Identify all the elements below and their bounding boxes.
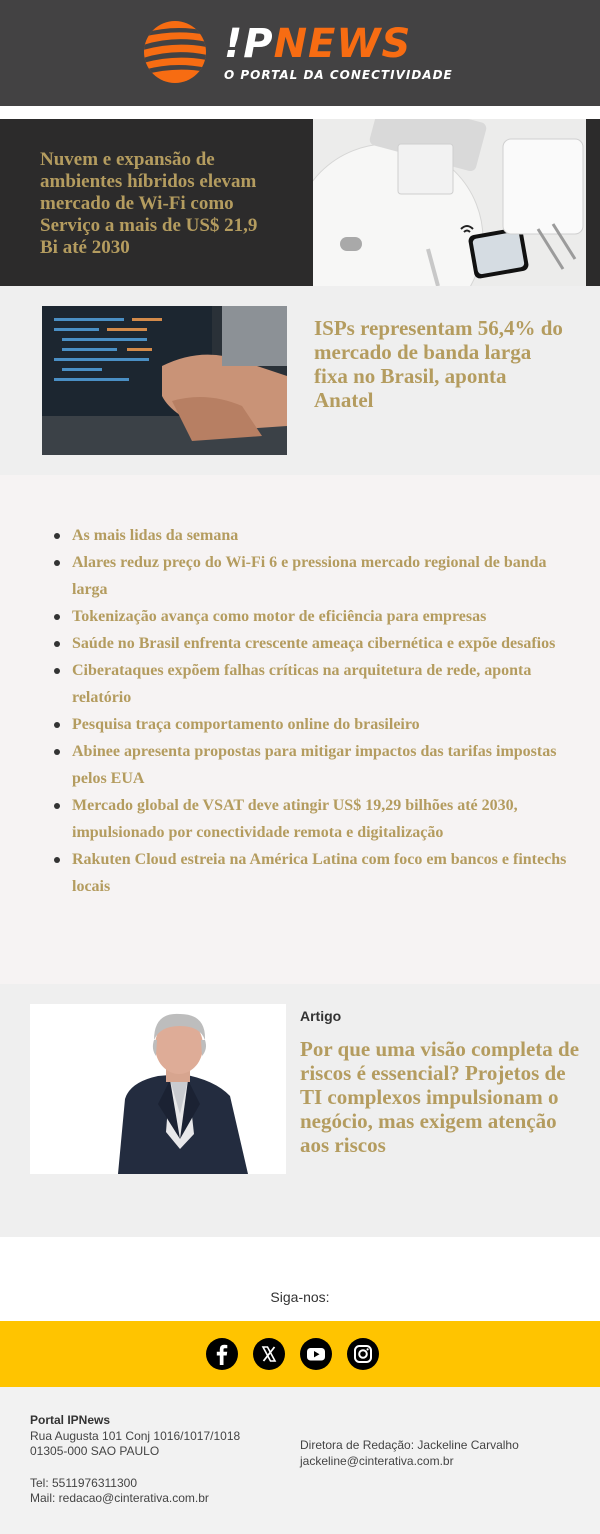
author-photo[interactable] [30,1004,286,1174]
featured-story[interactable] [0,119,600,286]
author-portrait [30,1004,286,1174]
instagram-icon[interactable] [347,1338,379,1370]
facebook-icon[interactable] [206,1338,238,1370]
featured-story-title[interactable]: Nuvem e expansão de ambientes híbridos elevam mercado de Wi-Fi como Serviço a mais de US$ 21,9 Bi até 2030 [40,149,258,258]
list-item[interactable]: Tokenização avança como motor de eficiência para empresas [52,603,572,630]
footer-director-email[interactable]: jackeline@cinterativa.com.br [300,1453,454,1468]
list-item[interactable]: Pesquisa traça comportamento online do brasileiro [52,711,572,738]
youtube-icon[interactable] [300,1338,332,1370]
brand-prefix: !P [224,21,274,67]
footer-address-line: 01305-000 SAO PAULO [30,1444,160,1458]
footer-company-name: Portal IPNews [30,1413,111,1427]
list-item[interactable]: As mais lidas da semana [52,522,572,549]
brand-main: NEWS [273,21,412,67]
footer [0,1387,600,1534]
secondary-story-title[interactable]: ISPs representam 56,4% do mercado de banda larga fixa no Brasil, aponta Anatel [314,316,563,412]
secondary-story[interactable] [0,286,600,475]
list-item[interactable]: Ciberataques expõem falhas críticas na arquitetura de rede, aponta relatório [52,657,572,711]
laptop-photo [42,306,287,455]
footer-director: Diretora de Redação: Jackeline Carvalho [300,1438,519,1452]
globe-logo-icon[interactable] [143,20,207,84]
secondary-story-image[interactable] [42,306,287,455]
footer-email[interactable]: Mail: redacao@cinterativa.com.br [30,1491,209,1505]
footer-editor [300,1438,580,1469]
footer-address-line: Rua Augusta 101 Conj 1016/1017/1018 [30,1428,241,1443]
most-read-list [52,522,572,900]
article-title[interactable]: Por que uma visão completa de riscos é essencial? Projetos de TI complexos impulsionam o negócio, mas exigem atenção aos riscos [300,1037,580,1157]
x-icon[interactable] [253,1338,285,1370]
most-read-section [0,475,600,984]
header [0,0,600,106]
list-item[interactable]: Saúde no Brasil enfrenta crescente ameaça cibernética e expõe desafios [52,630,572,657]
brand-wordmark[interactable] [224,22,411,66]
footer-phone[interactable]: Tel: 5511976311300 [30,1475,137,1490]
featured-story-image[interactable] [313,119,586,286]
follow-label: Siga-nos: [270,1289,330,1305]
list-item[interactable]: Abinee apresenta propostas para mitigar impactos das tarifas impostas pelos EUA [52,738,572,792]
list-item[interactable]: Alares reduz preço do Wi-Fi 6 e pressiona mercado regional de banda larga [52,549,572,603]
social-bar [0,1321,600,1387]
list-item[interactable]: Rakuten Cloud estreia na América Latina com foco em bancos e fintechs locais [52,846,572,900]
footer-contact [30,1413,280,1507]
article-label: Artigo [300,1008,342,1024]
router-photo [313,119,586,286]
list-item[interactable]: Mercado global de VSAT deve atingir US$ 19,29 bilhões até 2030, impulsionado por conectividade remota e digitalização [52,792,572,846]
brand-tagline: O PORTAL DA CONECTIVIDADE [224,68,453,82]
article-section[interactable] [0,984,600,1237]
